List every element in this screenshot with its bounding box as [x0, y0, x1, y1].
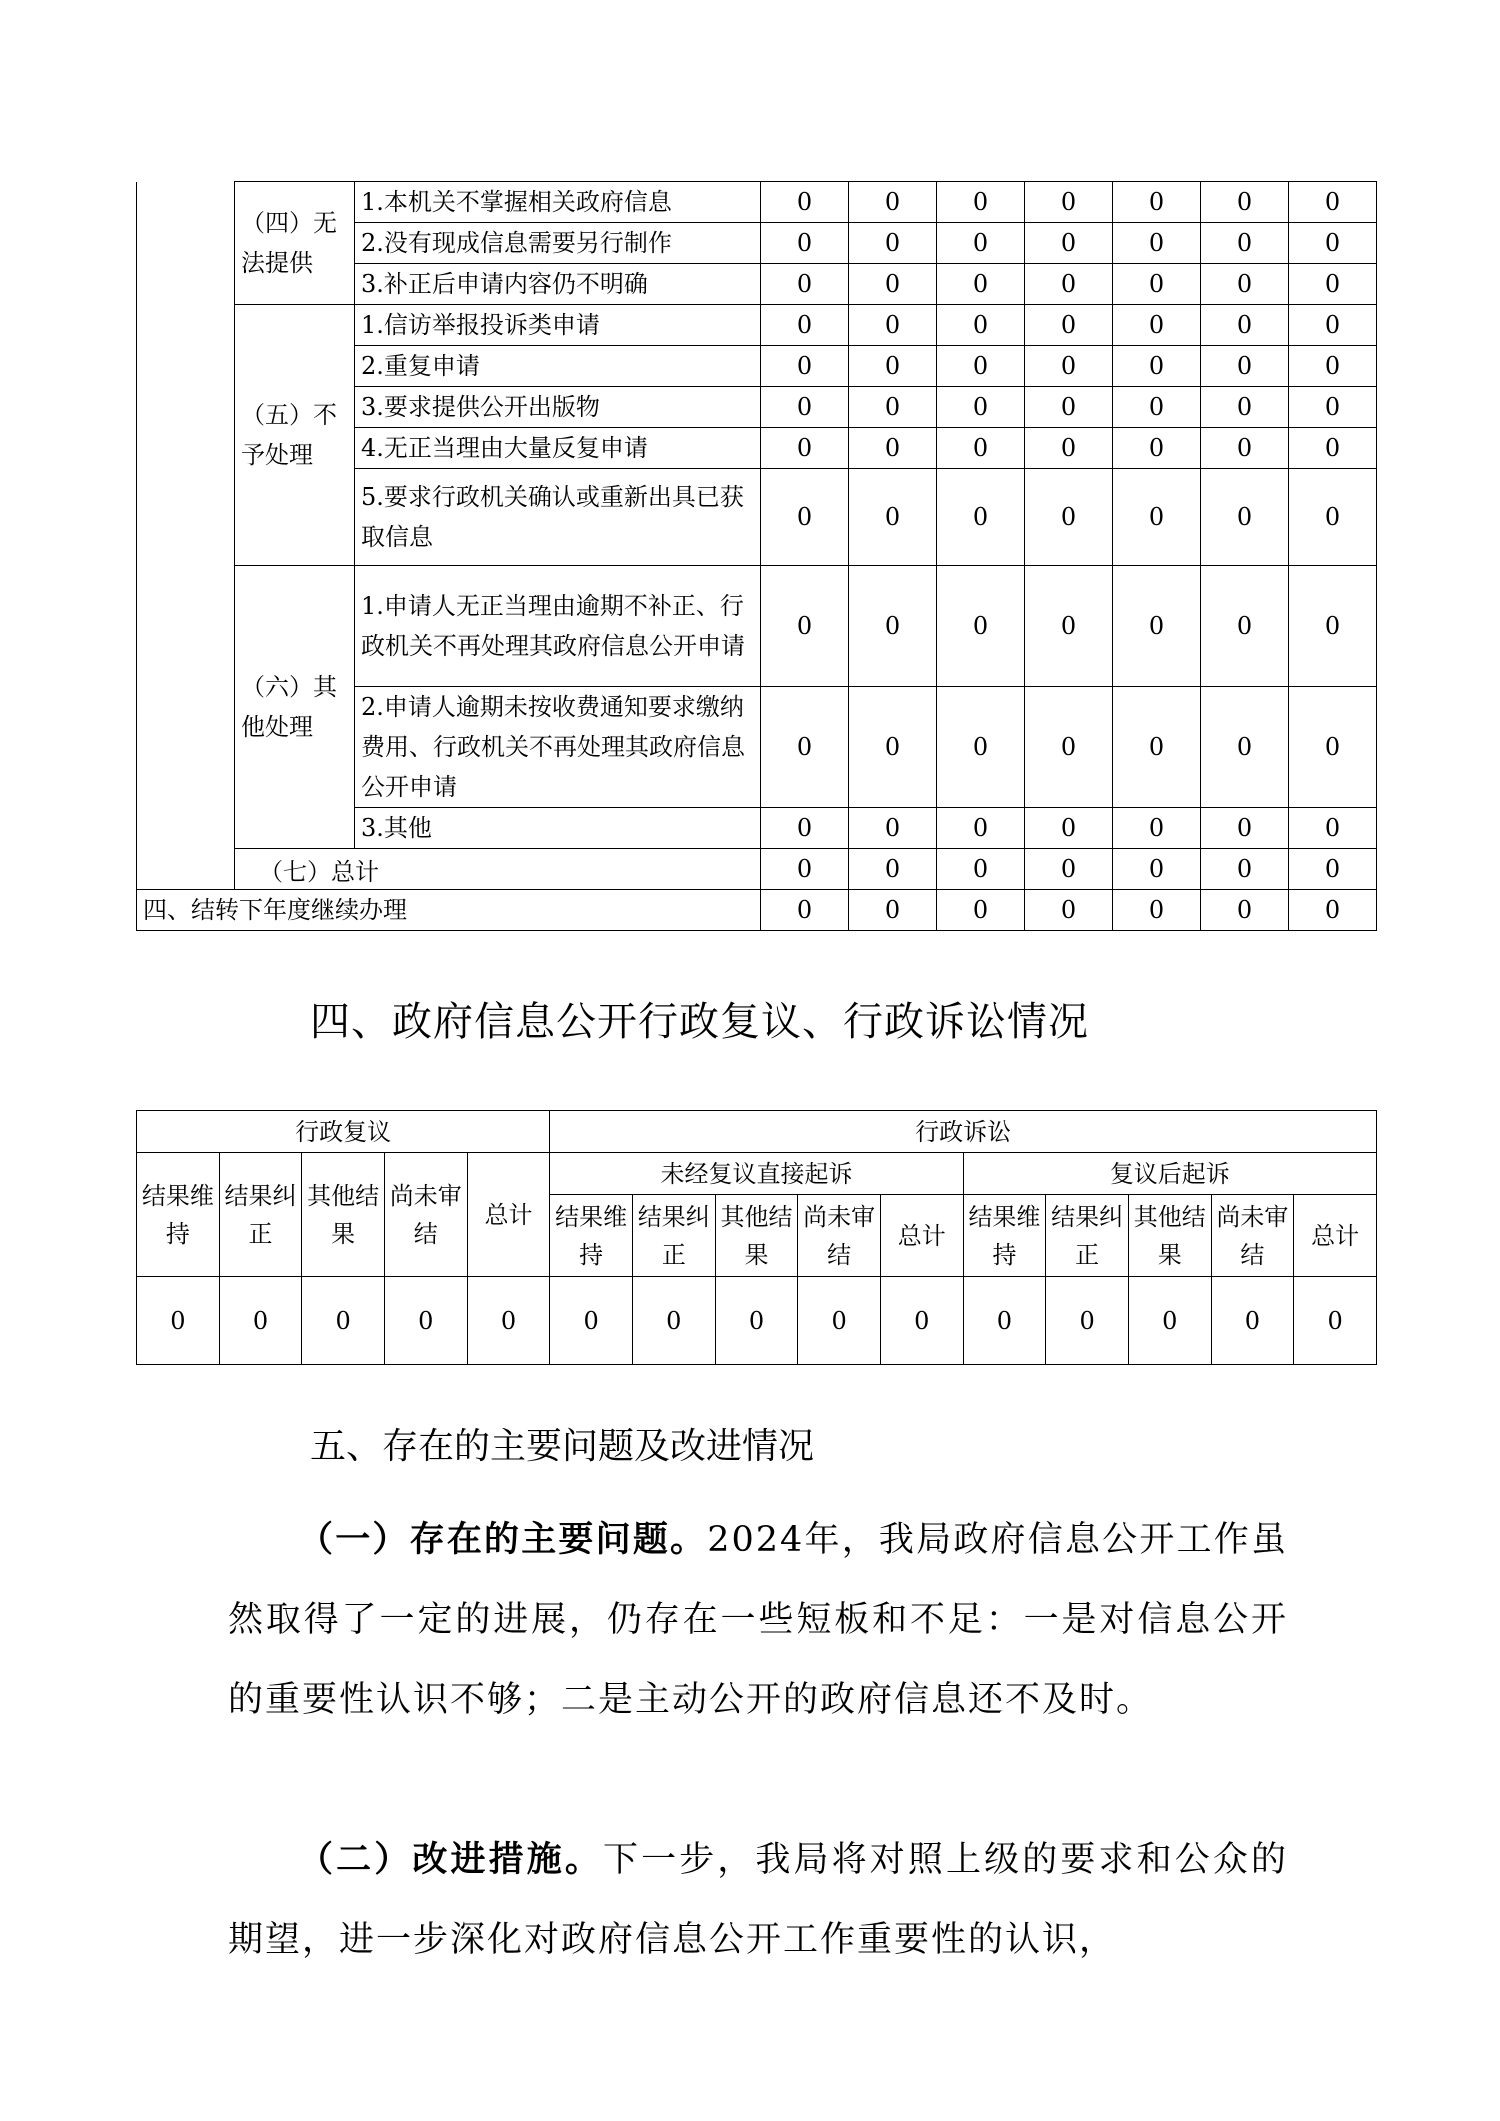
value-cell: 0 — [937, 346, 1025, 387]
item-label: 3.其他 — [355, 808, 761, 849]
value-cell: 0 — [880, 1277, 963, 1365]
value-cell: 0 — [1025, 182, 1113, 223]
review-litigation-table — [136, 1110, 1377, 1365]
value-cell: 0 — [937, 182, 1025, 223]
value-cell: 0 — [761, 182, 849, 223]
total-label: （七）总计 — [235, 849, 761, 890]
section-4-heading: 四、政府信息公开行政复议、行政诉讼情况 — [310, 999, 1089, 1045]
value-cell: 0 — [1113, 305, 1201, 346]
carryover-row — [137, 890, 1377, 931]
item-label: 2.申请人逾期未按收费通知要求缴纳费用、行政机关不再处理其政府信息公开申请 — [355, 687, 761, 808]
item-label: 1.申请人无正当理由逾期不补正、行政机关不再处理其政府信息公开申请 — [355, 566, 761, 687]
value-cell: 0 — [761, 849, 849, 890]
value-cell: 0 — [937, 223, 1025, 264]
value-cell: 0 — [1025, 890, 1113, 931]
value-cell: 0 — [467, 1277, 550, 1365]
value-cell: 0 — [849, 346, 937, 387]
value-cell: 0 — [937, 387, 1025, 428]
value-cell: 0 — [1289, 469, 1377, 566]
value-cell: 0 — [761, 469, 849, 566]
value-cell: 0 — [1289, 428, 1377, 469]
value-cell: 0 — [1113, 346, 1201, 387]
header-direct-suit: 未经复议直接起诉 — [550, 1153, 963, 1195]
column-header: 尚未审结 — [798, 1195, 881, 1277]
value-cell: 0 — [1025, 264, 1113, 305]
value-cell: 0 — [937, 890, 1025, 931]
value-cell: 0 — [849, 566, 937, 687]
value-cell: 0 — [1289, 687, 1377, 808]
value-cell: 0 — [1128, 1277, 1211, 1365]
value-cell: 0 — [849, 264, 937, 305]
category-label: （六）其他处理 — [235, 566, 355, 849]
disclosure-handling-table — [136, 181, 1377, 931]
value-cell: 0 — [1289, 305, 1377, 346]
value-cell: 0 — [849, 687, 937, 808]
total-row — [137, 849, 1377, 890]
value-cell: 0 — [1025, 566, 1113, 687]
header-admin-review: 行政复议 — [137, 1111, 550, 1153]
item-label: 2.没有现成信息需要另行制作 — [355, 223, 761, 264]
value-cell: 0 — [1113, 387, 1201, 428]
value-cell: 0 — [761, 223, 849, 264]
column-header: 结果纠正 — [219, 1153, 302, 1277]
value-cell: 0 — [1025, 808, 1113, 849]
table-row — [137, 1153, 1377, 1195]
value-cell: 0 — [1294, 1277, 1377, 1365]
table-row — [137, 305, 1377, 346]
column-header: 尚未审结 — [384, 1153, 467, 1277]
column-header: 结果纠正 — [1046, 1195, 1129, 1277]
value-cell: 0 — [937, 305, 1025, 346]
carryover-label: 四、结转下年度继续办理 — [137, 890, 761, 931]
item-label: 1.信访举报投诉类申请 — [355, 305, 761, 346]
column-header: 尚未审结 — [1211, 1195, 1294, 1277]
value-cell: 0 — [715, 1277, 798, 1365]
column-header: 其他结果 — [302, 1153, 385, 1277]
value-cell: 0 — [1113, 566, 1201, 687]
value-cell: 0 — [1025, 223, 1113, 264]
item-label: 3.补正后申请内容仍不明确 — [355, 264, 761, 305]
column-header: 总计 — [1294, 1195, 1377, 1277]
value-cell: 0 — [1201, 469, 1289, 566]
column-header: 结果维持 — [137, 1153, 220, 1277]
value-cell: 0 — [1201, 387, 1289, 428]
value-cell: 0 — [1201, 305, 1289, 346]
paragraph-improvements — [228, 1820, 1288, 1980]
value-cell: 0 — [302, 1277, 385, 1365]
value-cell: 0 — [937, 687, 1025, 808]
item-label: 4.无正当理由大量反复申请 — [355, 428, 761, 469]
value-cell: 0 — [1113, 428, 1201, 469]
item-label: 5.要求行政机关确认或重新出具已获取信息 — [355, 469, 761, 566]
value-cell: 0 — [1113, 687, 1201, 808]
value-cell: 0 — [1025, 387, 1113, 428]
value-cell: 0 — [1201, 428, 1289, 469]
value-cell: 0 — [384, 1277, 467, 1365]
value-cell: 0 — [1113, 469, 1201, 566]
header-admin-litigation: 行政诉讼 — [550, 1111, 1377, 1153]
value-cell: 0 — [1201, 264, 1289, 305]
value-cell: 0 — [1025, 849, 1113, 890]
value-cell: 0 — [761, 808, 849, 849]
value-cell: 0 — [849, 387, 937, 428]
value-cell: 0 — [849, 469, 937, 566]
value-cell: 0 — [761, 305, 849, 346]
value-cell: 0 — [1289, 223, 1377, 264]
table-row — [137, 566, 1377, 687]
category-label: （四）无法提供 — [235, 182, 355, 305]
value-cell: 0 — [937, 566, 1025, 687]
value-cell: 0 — [761, 687, 849, 808]
column-header: 结果维持 — [550, 1195, 633, 1277]
value-cell: 0 — [1289, 387, 1377, 428]
value-cell: 0 — [1025, 687, 1113, 808]
value-cell: 0 — [849, 808, 937, 849]
value-cell: 0 — [1113, 182, 1201, 223]
value-cell: 0 — [849, 182, 937, 223]
value-cell: 0 — [1201, 808, 1289, 849]
item-label: 3.要求提供公开出版物 — [355, 387, 761, 428]
blank-cell — [137, 182, 235, 890]
paragraph-body: 2024年，我局政府信息公开工作虽然取得了一定的进展，仍存在一些短板和不足：一是对信息公开的重要性认识不够；二是主动公开的政府信息还不及时。 — [228, 1520, 1288, 1720]
value-cell: 0 — [632, 1277, 715, 1365]
value-cell: 0 — [1289, 849, 1377, 890]
value-cell: 0 — [1025, 469, 1113, 566]
value-cell: 0 — [1025, 428, 1113, 469]
value-cell: 0 — [849, 890, 937, 931]
value-cell: 0 — [1113, 890, 1201, 931]
value-cell: 0 — [1046, 1277, 1129, 1365]
value-cell: 0 — [1201, 687, 1289, 808]
header-after-review-suit: 复议后起诉 — [963, 1153, 1376, 1195]
column-header: 总计 — [467, 1153, 550, 1277]
value-cell: 0 — [1289, 264, 1377, 305]
paragraph-problems — [228, 1500, 1288, 1740]
value-cell: 0 — [1113, 223, 1201, 264]
column-header: 总计 — [880, 1195, 963, 1277]
value-cell: 0 — [761, 890, 849, 931]
value-cell: 0 — [1201, 182, 1289, 223]
value-cell: 0 — [1201, 223, 1289, 264]
value-cell: 0 — [1289, 890, 1377, 931]
paragraph-lead: （一）存在的主要问题。 — [298, 1520, 708, 1560]
value-cell: 0 — [1113, 849, 1201, 890]
value-cell: 0 — [219, 1277, 302, 1365]
value-cell: 0 — [1201, 890, 1289, 931]
value-cell: 0 — [849, 223, 937, 264]
value-cell: 0 — [937, 428, 1025, 469]
value-cell: 0 — [1201, 849, 1289, 890]
column-header: 其他结果 — [715, 1195, 798, 1277]
value-cell: 0 — [1289, 808, 1377, 849]
value-cell: 0 — [761, 264, 849, 305]
paragraph-lead: （二）改进措施。 — [298, 1840, 603, 1880]
value-cell: 0 — [137, 1277, 220, 1365]
value-cell: 0 — [1289, 346, 1377, 387]
table-row — [137, 1277, 1377, 1365]
column-header: 其他结果 — [1128, 1195, 1211, 1277]
value-cell: 0 — [761, 346, 849, 387]
value-cell: 0 — [1289, 182, 1377, 223]
value-cell: 0 — [1211, 1277, 1294, 1365]
table-row — [137, 182, 1377, 223]
item-label: 2.重复申请 — [355, 346, 761, 387]
column-header: 结果纠正 — [632, 1195, 715, 1277]
value-cell: 0 — [798, 1277, 881, 1365]
value-cell: 0 — [1025, 305, 1113, 346]
value-cell: 0 — [1289, 566, 1377, 687]
item-label: 1.本机关不掌握相关政府信息 — [355, 182, 761, 223]
value-cell: 0 — [849, 428, 937, 469]
section-5-heading: 五、存在的主要问题及改进情况 — [310, 1426, 815, 1467]
category-label: （五）不予处理 — [235, 305, 355, 566]
value-cell: 0 — [963, 1277, 1046, 1365]
value-cell: 0 — [550, 1277, 633, 1365]
value-cell: 0 — [1201, 566, 1289, 687]
value-cell: 0 — [1113, 264, 1201, 305]
value-cell: 0 — [761, 387, 849, 428]
disclosure-table-body — [137, 182, 1377, 931]
value-cell: 0 — [937, 808, 1025, 849]
value-cell: 0 — [1025, 346, 1113, 387]
paragraph-body: 下一步，我局将对照上级的要求和公众的期望，进一步深化对政府信息公开工作重要性的认识， — [228, 1840, 1288, 1960]
value-cell: 0 — [1113, 808, 1201, 849]
value-cell: 0 — [937, 264, 1025, 305]
value-cell: 0 — [849, 305, 937, 346]
value-cell: 0 — [1201, 346, 1289, 387]
value-cell: 0 — [937, 849, 1025, 890]
value-cell: 0 — [937, 469, 1025, 566]
value-cell: 0 — [849, 849, 937, 890]
value-cell: 0 — [761, 566, 849, 687]
column-header: 结果维持 — [963, 1195, 1046, 1277]
value-cell: 0 — [761, 428, 849, 469]
